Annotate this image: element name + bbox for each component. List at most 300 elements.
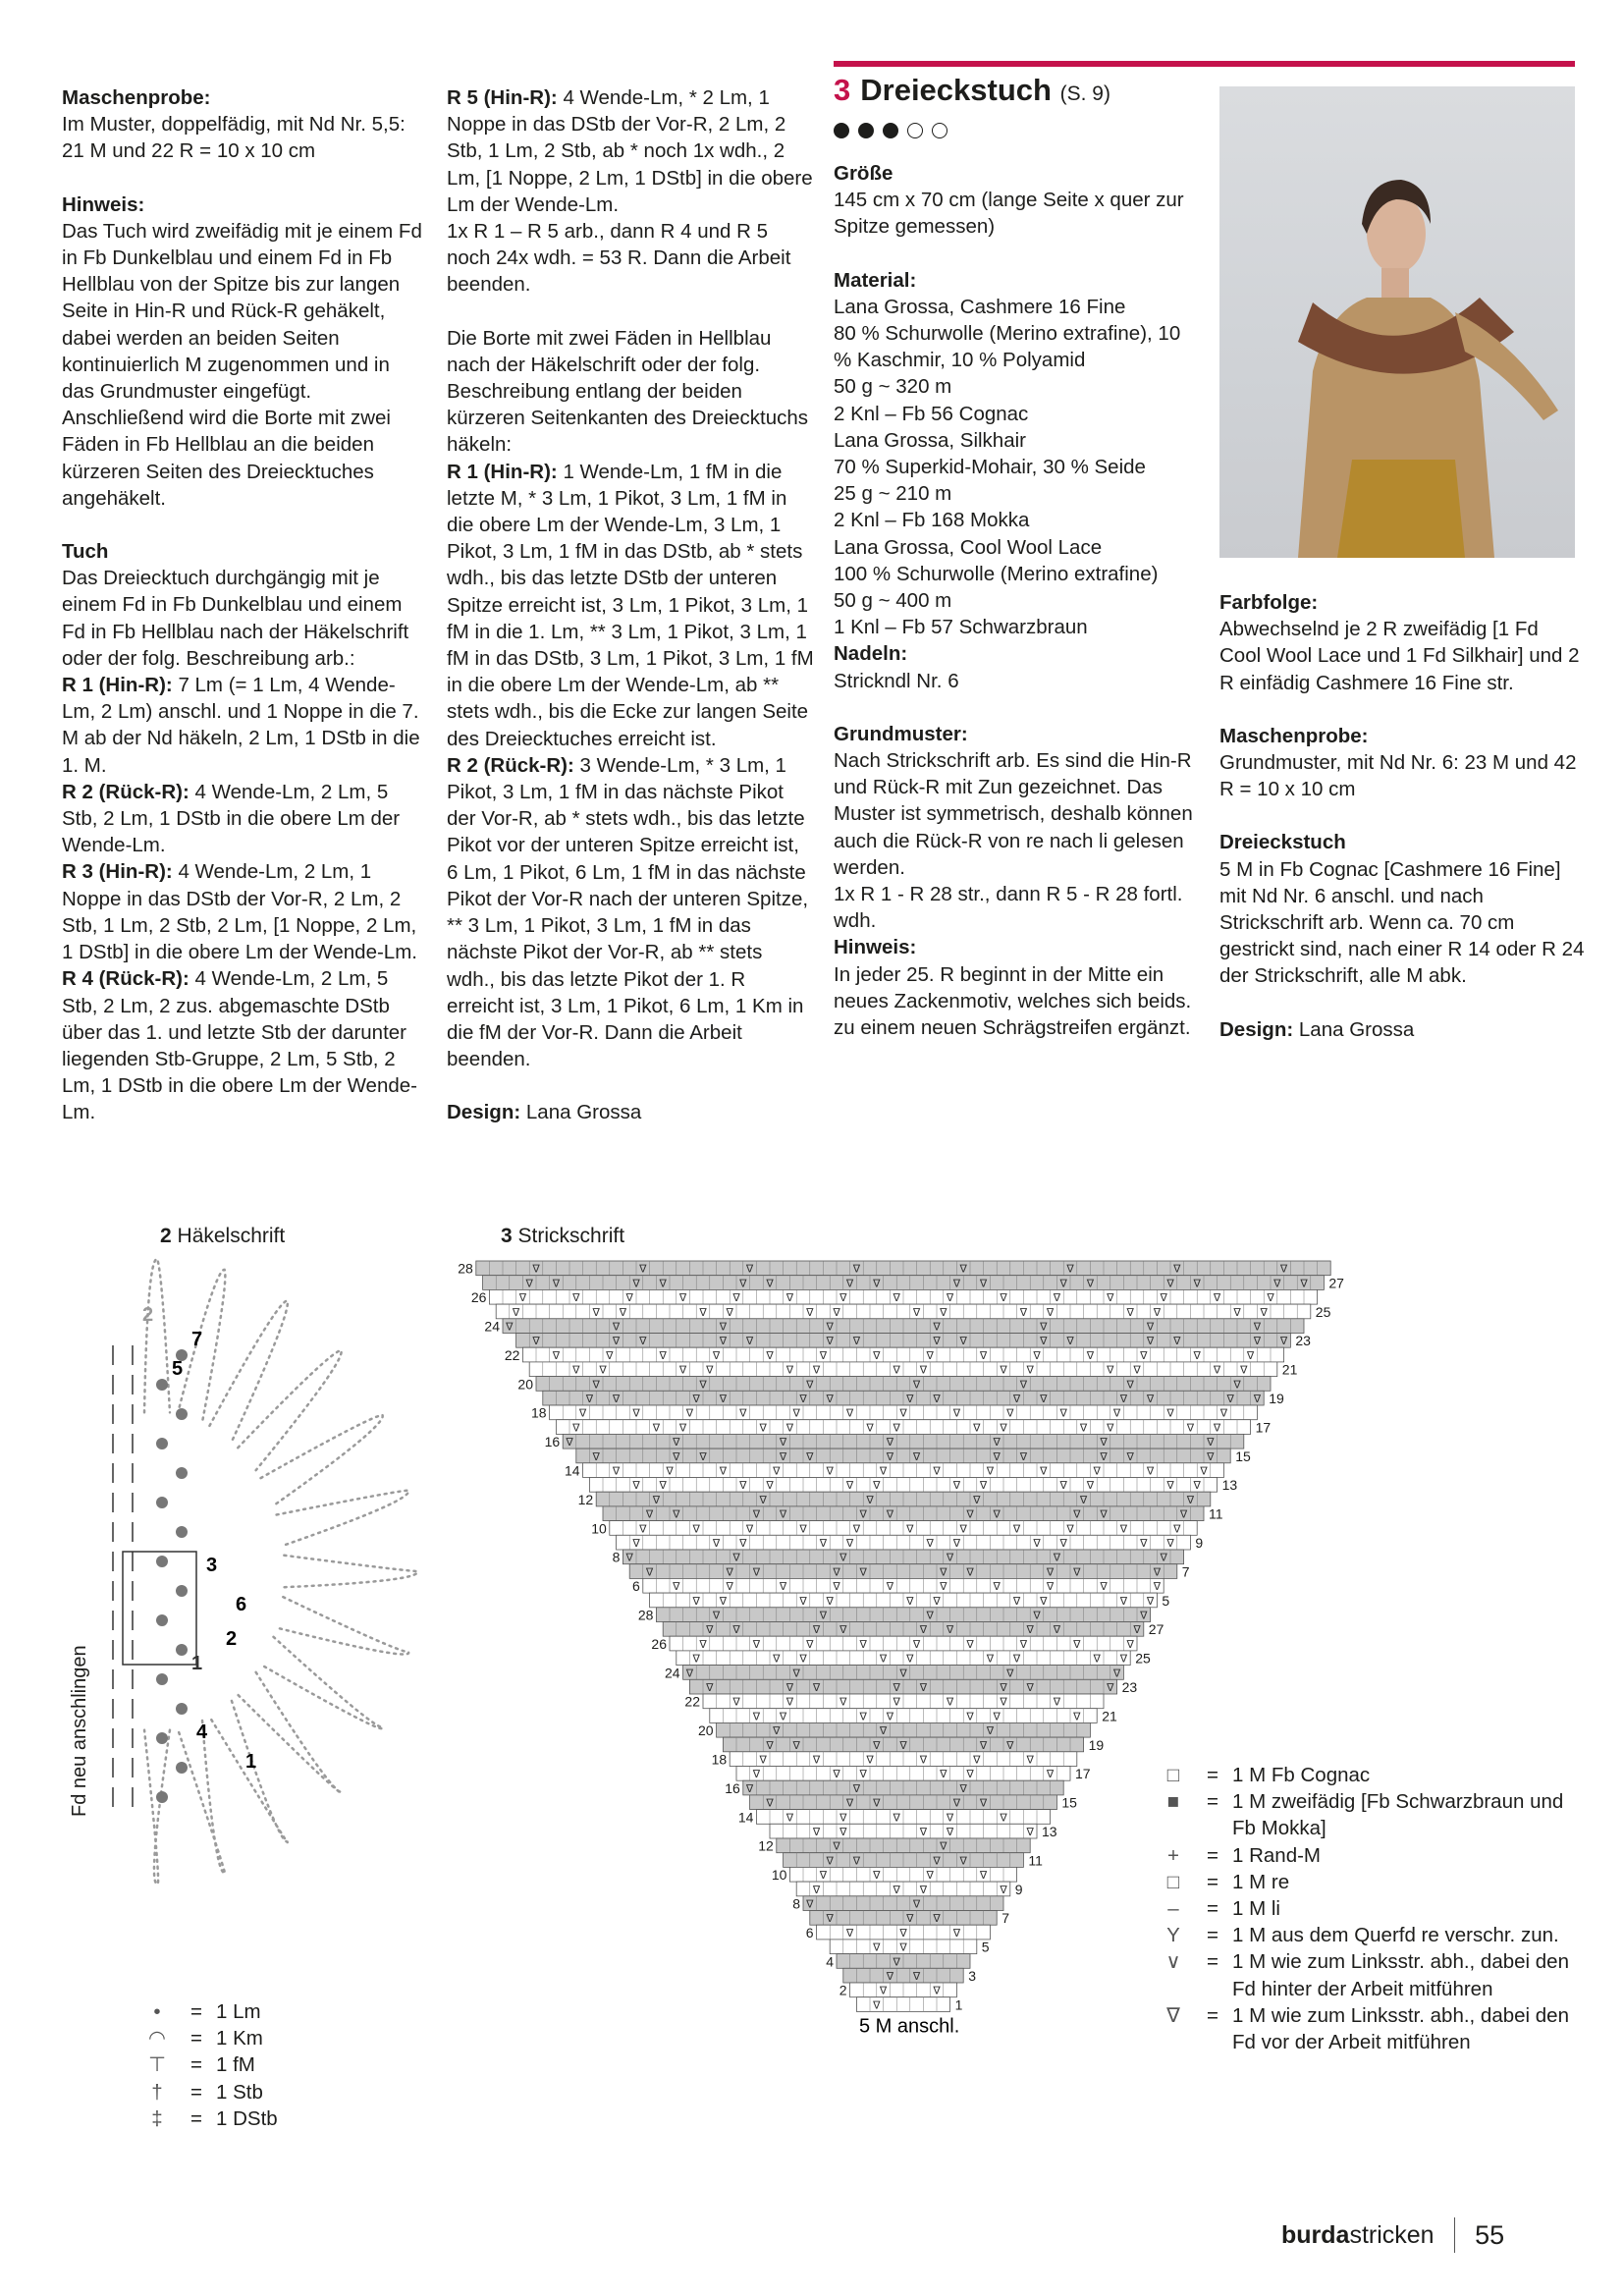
row-number-label: 16 (544, 1434, 561, 1450)
slip-stitch-symbol: ∇ (912, 1971, 921, 1983)
slip-stitch-symbol: ∇ (1073, 1566, 1081, 1579)
slip-stitch-symbol: ∇ (886, 1437, 894, 1449)
slip-stitch-symbol: ∇ (940, 1581, 947, 1594)
legend-symbol-icon: – (1167, 1897, 1179, 1921)
picot-petal (209, 1301, 287, 1442)
slip-stitch-symbol: ∇ (1153, 1566, 1162, 1579)
slip-stitch-symbol: ∇ (806, 1450, 814, 1463)
row-label: R 3 (Hin-R): (62, 860, 173, 884)
slip-stitch-symbol: ∇ (1079, 1422, 1088, 1435)
slip-stitch-symbol: ∇ (1073, 1508, 1081, 1521)
slip-stitch-symbol: ∇ (1033, 1538, 1041, 1550)
chart-row (758, 1838, 1030, 1854)
row-number-label: 14 (565, 1462, 580, 1479)
slip-stitch-symbol: ∇ (799, 1653, 807, 1666)
body-text: Lana Grossa (1298, 1017, 1415, 1041)
slip-stitch-symbol: ∇ (1019, 1306, 1028, 1319)
chart-row (665, 1665, 1123, 1680)
section-heading: Nadeln: (834, 642, 908, 666)
crochet-chart-number: 2 (160, 1225, 172, 1247)
legend-equals: = (1207, 1950, 1218, 1974)
chart-row (712, 1752, 1077, 1768)
slip-stitch-symbol: ∇ (899, 1941, 907, 1954)
legend-text: 1 M zweifädig [Fb Schwarzbraun und Fb Mokka] (1232, 1790, 1564, 1840)
chart-row (496, 1304, 1330, 1320)
slip-stitch-symbol: ∇ (625, 1552, 633, 1564)
slip-stitch-symbol: ∇ (706, 1682, 714, 1694)
slip-stitch-symbol: ∇ (1000, 1422, 1007, 1435)
row-label: R 2 (Rück-R): (447, 753, 574, 777)
column-3-pattern-details (834, 160, 1199, 1041)
slip-stitch-symbol: ∇ (666, 1465, 674, 1478)
chart-row (638, 1608, 1151, 1623)
chart-row (826, 1953, 970, 1969)
slip-stitch-symbol: ∇ (532, 1263, 540, 1276)
slip-stitch-symbol: ∇ (1100, 1508, 1108, 1521)
slip-stitch-symbol: ∇ (726, 1566, 733, 1579)
picot-petal (144, 1730, 170, 1885)
bobble-mark (156, 1497, 168, 1508)
slip-stitch-symbol: ∇ (1179, 1508, 1188, 1521)
chart-row (458, 1261, 1330, 1277)
body-text: 145 cm x 70 cm (lange Seite x quer zur Spitze gemessen) (834, 189, 1184, 239)
slip-stitch-symbol: ∇ (1246, 1349, 1255, 1362)
slip-stitch-symbol: ∇ (719, 1321, 728, 1334)
slip-stitch-symbol: ∇ (752, 1508, 761, 1521)
slip-stitch-symbol: ∇ (639, 1263, 647, 1276)
section-heading: Tuch (62, 540, 109, 564)
slip-stitch-symbol: ∇ (712, 1610, 721, 1622)
text-block (62, 538, 427, 672)
legend-text: 1 M Fb Cognac (1232, 1764, 1371, 1786)
chart-row (710, 1708, 1117, 1723)
slip-stitch-symbol: ∇ (1000, 1884, 1007, 1896)
legend-text: 1 M wie zum Linksstr. abh., dabei den Fd vor der Arbeit mitführen (1232, 2003, 1569, 2054)
chart-row (545, 1434, 1244, 1449)
slip-stitch-symbol: ∇ (1300, 1278, 1308, 1290)
crochet-row-number: 2 (226, 1628, 238, 1650)
slip-stitch-symbol: ∇ (1107, 1364, 1114, 1377)
cast-on-label: 5 M anschl. (859, 2015, 960, 2038)
difficulty-dot-filled (834, 123, 849, 138)
row-number-label: 20 (517, 1376, 533, 1393)
slip-stitch-symbol: ∇ (979, 1797, 988, 1810)
slip-stitch-symbol: ∇ (766, 1480, 774, 1493)
slip-stitch-symbol: ∇ (572, 1422, 580, 1435)
slip-stitch-symbol: ∇ (852, 1782, 861, 1795)
slip-stitch-symbol: ∇ (1000, 1696, 1007, 1709)
slip-stitch-symbol: ∇ (525, 1278, 533, 1290)
slip-stitch-symbol: ∇ (1040, 1394, 1048, 1405)
slip-stitch-symbol: ∇ (1000, 1812, 1007, 1825)
chart-row (784, 1852, 1044, 1868)
legend-text: 1 Km (216, 2027, 263, 2050)
slip-stitch-symbol: ∇ (1173, 1336, 1181, 1348)
slip-stitch-symbol: ∇ (806, 1898, 814, 1911)
slip-stitch-symbol: ∇ (839, 1827, 847, 1838)
text-block (834, 721, 1199, 935)
text-block (62, 84, 427, 165)
chart-row (591, 1520, 1197, 1536)
section-heading: Material: (834, 268, 917, 292)
slip-stitch-symbol: ∇ (766, 1349, 774, 1362)
row-number-label: 9 (1195, 1535, 1204, 1551)
slip-stitch-symbol: ∇ (699, 1450, 707, 1463)
chart-row (578, 1492, 1211, 1507)
brand-light: stricken (1349, 2220, 1435, 2249)
chart-row (772, 1867, 1017, 1883)
slip-stitch-symbol: ∇ (812, 1884, 821, 1896)
slip-stitch-symbol: ∇ (839, 1624, 847, 1637)
body-text: Das Dreiecktuch durchgängig mit je einem Fd in Fb Dunkelblau und einem Fd in Fb Hellblau nach der Häkelschrift oder der folg. Beschreibung arb.: (62, 567, 409, 670)
slip-stitch-symbol: ∇ (906, 1653, 914, 1666)
slip-stitch-symbol: ∇ (873, 1870, 881, 1883)
slip-stitch-symbol: ∇ (779, 1450, 787, 1463)
slip-stitch-symbol: ∇ (866, 1494, 874, 1506)
legend-equals: = (190, 2027, 202, 2050)
border-row-number: 2 (142, 1304, 154, 1326)
slip-stitch-symbol: ∇ (873, 1941, 881, 1954)
bobble-mark (156, 1791, 168, 1803)
slip-stitch-symbol: ∇ (506, 1321, 514, 1334)
slip-stitch-symbol: ∇ (873, 1480, 881, 1493)
text-block (447, 325, 815, 459)
slip-stitch-symbol: ∇ (1253, 1321, 1262, 1334)
row-number-label: 3 (968, 1968, 976, 1984)
row-number-label: 4 (826, 1953, 834, 1970)
slip-stitch-symbol: ∇ (833, 1769, 840, 1781)
slip-stitch-symbol: ∇ (739, 1538, 747, 1550)
legend-symbol-icon: Y (1166, 1924, 1180, 1947)
legend-equals: = (190, 2080, 202, 2104)
row-number-label: 22 (504, 1346, 520, 1363)
slip-stitch-symbol: ∇ (1033, 1610, 1041, 1622)
slip-stitch-symbol: ∇ (1046, 1306, 1055, 1319)
slip-stitch-symbol: ∇ (859, 1566, 867, 1579)
slip-stitch-symbol: ∇ (592, 1306, 600, 1319)
body-text: Das Tuch wird zweifädig mit je einem Fd in Fb Dunkelblau und einem Fd in Fb Hellblau von der Spitze bis zur langen Seite in Hin-R und Rück-R gehäkelt, dabei werden an beiden Seiten kontinuierlich M zugenommen und in das Grundmuster eingefügt. Anschließend wird die Borte mit zwei Fäden in Fb Hellblau an die beiden kürzeren Seiten des Dreiecktuches angehäkelt. (62, 219, 422, 510)
slip-stitch-symbol: ∇ (699, 1306, 707, 1319)
legend-item (137, 2051, 278, 2078)
text-block (834, 160, 1199, 241)
slip-stitch-symbol: ∇ (946, 1827, 954, 1838)
slip-stitch-symbol: ∇ (632, 1407, 640, 1420)
slip-stitch-symbol: ∇ (1019, 1638, 1028, 1651)
picot-petal (277, 1597, 409, 1654)
slip-stitch-symbol: ∇ (993, 1711, 1001, 1723)
slip-stitch-symbol: ∇ (592, 1450, 600, 1463)
slip-stitch-symbol: ∇ (779, 1581, 787, 1594)
slip-stitch-symbol: ∇ (785, 1422, 794, 1435)
chart-row (698, 1722, 1090, 1738)
slip-stitch-symbol: ∇ (866, 1754, 874, 1767)
chart-row (839, 1983, 957, 1998)
text-block (62, 779, 427, 859)
slip-stitch-symbol: ∇ (926, 1610, 934, 1622)
slip-stitch-symbol: ∇ (812, 1682, 821, 1694)
chart-row (484, 1319, 1304, 1335)
slip-stitch-symbol: ∇ (732, 1624, 740, 1637)
slip-stitch-symbol: ∇ (779, 1437, 787, 1449)
row-number-label: 25 (1315, 1303, 1331, 1320)
body-text: Lana Grossa (525, 1101, 642, 1124)
slip-stitch-symbol: ∇ (1012, 1523, 1021, 1536)
slip-stitch-symbol: ∇ (986, 1725, 995, 1738)
chart-row (663, 1621, 1164, 1637)
slip-stitch-symbol: ∇ (1119, 1653, 1128, 1666)
chart-row (576, 1449, 1251, 1464)
slip-stitch-symbol: ∇ (1093, 1653, 1101, 1666)
legend-equals: = (1207, 1764, 1218, 1786)
slip-stitch-symbol: ∇ (745, 1523, 754, 1536)
slip-stitch-symbol: ∇ (1019, 1379, 1028, 1392)
slip-stitch-symbol: ∇ (893, 1364, 900, 1377)
section-accent-rule (834, 61, 1575, 67)
chart-row (516, 1333, 1312, 1348)
slip-stitch-symbol: ∇ (1173, 1523, 1181, 1536)
slip-stitch-symbol: ∇ (1012, 1394, 1021, 1405)
slip-stitch-symbol: ∇ (773, 1653, 781, 1666)
slip-stitch-symbol: ∇ (1166, 1538, 1174, 1550)
slip-stitch-symbol: ∇ (893, 1292, 900, 1305)
knit-chart-number: 3 (501, 1225, 513, 1247)
slip-stitch-symbol: ∇ (1273, 1278, 1281, 1290)
slip-stitch-symbol: ∇ (785, 1682, 794, 1694)
slip-stitch-symbol: ∇ (899, 1927, 907, 1940)
slip-stitch-symbol: ∇ (712, 1538, 721, 1550)
slip-stitch-symbol: ∇ (1000, 1364, 1007, 1377)
slip-stitch-symbol: ∇ (1160, 1292, 1167, 1305)
slip-stitch-symbol: ∇ (766, 1797, 774, 1810)
slip-stitch-symbol: ∇ (1126, 1450, 1134, 1463)
slip-stitch-symbol: ∇ (773, 1465, 781, 1478)
text-block (1219, 829, 1585, 989)
slip-stitch-symbol: ∇ (819, 1538, 828, 1550)
slip-stitch-symbol: ∇ (906, 1523, 914, 1536)
slip-stitch-symbol: ∇ (785, 1696, 794, 1709)
slip-stitch-symbol: ∇ (819, 1349, 828, 1362)
slip-stitch-symbol: ∇ (1026, 1754, 1034, 1767)
section-heading: Grundmuster: (834, 722, 968, 745)
slip-stitch-symbol: ∇ (1140, 1610, 1148, 1622)
slip-stitch-symbol: ∇ (806, 1379, 814, 1392)
slip-stitch-symbol: ∇ (1153, 1306, 1162, 1319)
difficulty-dot-filled (858, 123, 874, 138)
slip-stitch-symbol: ∇ (886, 1971, 894, 1983)
slip-stitch-symbol: ∇ (826, 1394, 834, 1405)
legend-equals: = (190, 2106, 202, 2130)
slip-stitch-symbol: ∇ (1040, 1595, 1048, 1608)
slip-stitch-symbol: ∇ (899, 1667, 907, 1680)
knit-chart-title (501, 1225, 624, 1248)
slip-stitch-symbol: ∇ (678, 1292, 687, 1305)
slip-stitch-symbol: ∇ (873, 1999, 881, 2012)
slip-stitch-symbol: ∇ (973, 1422, 981, 1435)
slip-stitch-symbol: ∇ (845, 1538, 854, 1550)
slip-stitch-symbol: ∇ (893, 1682, 900, 1694)
slip-stitch-symbol: ∇ (799, 1394, 807, 1405)
slip-stitch-symbol: ∇ (745, 1263, 754, 1276)
slip-stitch-symbol: ∇ (933, 1321, 941, 1334)
legend-item (1154, 1948, 1576, 2001)
slip-stitch-symbol: ∇ (792, 1667, 800, 1680)
legend-item (137, 2079, 278, 2105)
slip-stitch-symbol: ∇ (1213, 1292, 1221, 1305)
crochet-row-number: 3 (206, 1555, 218, 1576)
slip-stitch-symbol: ∇ (993, 1437, 1001, 1449)
slip-stitch-symbol: ∇ (678, 1364, 687, 1377)
crochet-row-number: 4 (196, 1722, 208, 1743)
slip-stitch-symbol: ∇ (946, 1812, 954, 1825)
chart-row (483, 1275, 1345, 1290)
legend-symbol-icon: □ (1166, 1870, 1180, 1893)
text-block (447, 218, 815, 299)
slip-stitch-symbol: ∇ (1040, 1336, 1048, 1348)
row-band (750, 1795, 1057, 1810)
slip-stitch-symbol: ∇ (1233, 1379, 1241, 1392)
slip-stitch-symbol: ∇ (1119, 1394, 1128, 1405)
slip-stitch-symbol: ∇ (873, 1797, 881, 1810)
slip-stitch-symbol: ∇ (699, 1638, 707, 1651)
legend-text: 1 Stb (216, 2080, 263, 2104)
slip-stitch-symbol: ∇ (926, 1538, 934, 1550)
slip-stitch-symbol: ∇ (906, 1913, 914, 1926)
slip-stitch-symbol: ∇ (886, 1711, 894, 1723)
body-text: In jeder 25. R beginnt in der Mitte ein neues Zackenmotiv, welches sich beids. zu einem neuen Schrägstreifen ergänzt. (834, 962, 1192, 1040)
side-label: Fd neu anschlingen (69, 1645, 90, 1817)
slip-stitch-symbol: ∇ (719, 1465, 728, 1478)
slip-stitch-symbol: ∇ (1126, 1638, 1134, 1651)
pattern-name: Dreieckstuch (860, 73, 1052, 107)
chart-row (651, 1636, 1137, 1652)
slip-stitch-symbol: ∇ (812, 1624, 821, 1637)
legend-item (137, 2025, 278, 2051)
slip-stitch-symbol: ∇ (1040, 1465, 1048, 1478)
row-number-label: 17 (1075, 1766, 1091, 1782)
slip-stitch-symbol: ∇ (1119, 1595, 1128, 1608)
legend-equals: = (1207, 1790, 1218, 1814)
picot-petal (144, 1259, 170, 1412)
chart-row (750, 1795, 1078, 1811)
slip-stitch-symbol: ∇ (899, 1407, 907, 1420)
legend-item (1154, 1869, 1576, 1895)
slip-stitch-symbol: ∇ (919, 1754, 928, 1767)
slip-stitch-symbol: ∇ (1086, 1480, 1095, 1493)
slip-stitch-symbol: ∇ (592, 1379, 600, 1392)
slip-stitch-symbol: ∇ (839, 1812, 847, 1825)
slip-stitch-symbol: ∇ (893, 1696, 900, 1709)
row-label: R 1 (Hin-R): (447, 460, 558, 483)
page-number: 55 (1475, 2219, 1505, 2250)
chart-row (529, 1362, 1297, 1378)
pattern-title (834, 73, 1110, 108)
slip-stitch-symbol: ∇ (739, 1278, 747, 1290)
row-band (777, 1838, 1030, 1853)
slip-stitch-symbol: ∇ (512, 1306, 520, 1319)
slip-stitch-symbol: ∇ (845, 1480, 854, 1493)
slip-stitch-symbol: ∇ (785, 1292, 794, 1305)
picot-petal (284, 1556, 417, 1587)
slip-stitch-symbol: ∇ (1086, 1349, 1095, 1362)
slip-stitch-symbol: ∇ (739, 1480, 747, 1493)
slip-stitch-symbol: ∇ (1219, 1407, 1228, 1420)
slip-stitch-symbol: ∇ (959, 1782, 967, 1795)
slip-stitch-symbol: ∇ (966, 1711, 974, 1723)
slip-stitch-symbol: ∇ (826, 1336, 834, 1348)
slip-stitch-symbol: ∇ (552, 1349, 561, 1362)
slip-stitch-symbol: ∇ (852, 1855, 861, 1868)
row-number-label: 28 (458, 1260, 473, 1277)
slip-stitch-symbol: ∇ (572, 1292, 580, 1305)
slip-stitch-symbol: ∇ (1213, 1422, 1221, 1435)
slip-stitch-symbol: ∇ (959, 1523, 967, 1536)
slip-stitch-symbol: ∇ (1166, 1480, 1174, 1493)
body-text: 3 Wende-Lm, * 3 Lm, 1 Pikot, 3 Lm, 1 fM in das nächste Pikot der Vor-R, ab * stets wdh., bis das letzte Pikot vor der unteren Spitze erreicht ist, 6 Lm, 1 Pikot, 6 Lm, 1 fM in das nächste Pikot der Vor-R nach der unteren Spitze, ** 3 Lm, 1 Pikot, 3 Lm, 1 fM in das nächste Pikot der Vor-R, ab ** stets wdh., bis das letzte Pikot der 1. R erreicht ist, 3 Lm, 1 Pikot, 6 Lm, 1 Km in die fM der Vor-R. Dann die Arbeit beenden. (447, 753, 809, 1071)
body-text: Abwechselnd je 2 R zweifädig [1 Fd Cool Wool Lace und 1 Fd Silkhair] und 2 R einfädig Cashmere 16 Fine str. (1219, 618, 1580, 694)
slip-stitch-symbol: ∇ (632, 1480, 640, 1493)
text-block (62, 191, 427, 512)
slip-stitch-symbol: ∇ (1166, 1278, 1174, 1290)
row-number-label: 10 (591, 1520, 607, 1537)
bobble-mark (156, 1438, 168, 1449)
chart-row (505, 1347, 1284, 1363)
slip-stitch-symbol: ∇ (879, 1465, 888, 1478)
slip-stitch-symbol: ∇ (766, 1278, 774, 1290)
row-number-label: 12 (758, 1837, 774, 1854)
bobble-mark (156, 1614, 168, 1626)
slip-stitch-symbol: ∇ (799, 1523, 807, 1536)
slip-stitch-symbol: ∇ (773, 1725, 781, 1738)
slip-stitch-symbol: ∇ (833, 1581, 840, 1594)
legend-item (1154, 2002, 1576, 2055)
slip-stitch-symbol: ∇ (879, 1725, 888, 1738)
chart-row (736, 1766, 1091, 1781)
row-label: R 5 (Hin-R): (447, 86, 558, 109)
body-text: 4 Wende-Lm, 2 Lm, 1 Noppe in das DStb der Vor-R, 2 Lm, 2 Stb, 1 Lm, 2 Stb, 2 Lm, [1 Noppe, 2 Lm, 1 DStb] in die obere Lm der Wende-Lm. (62, 860, 417, 964)
slip-stitch-symbol: ∇ (826, 1595, 834, 1608)
row-number-label: 18 (711, 1751, 728, 1768)
slip-stitch-symbol: ∇ (632, 1538, 640, 1550)
slip-stitch-symbol: ∇ (659, 1349, 667, 1362)
slip-stitch-symbol: ∇ (919, 1624, 928, 1637)
slip-stitch-symbol: ∇ (752, 1711, 761, 1723)
slip-stitch-symbol: ∇ (1000, 1292, 1007, 1305)
slip-stitch-symbol: ∇ (1040, 1321, 1048, 1334)
slip-stitch-symbol: ∇ (966, 1638, 974, 1651)
slip-stitch-symbol: ∇ (739, 1407, 747, 1420)
slip-stitch-symbol: ∇ (659, 1480, 667, 1493)
slip-stitch-symbol: ∇ (1146, 1465, 1155, 1478)
row-number-label: 14 (737, 1809, 754, 1826)
row-number-label: 10 (771, 1867, 787, 1884)
picot-petal (261, 1637, 383, 1728)
chart-row (738, 1809, 1051, 1825)
row-label: Design: (447, 1101, 521, 1124)
row-number-label: 17 (1255, 1419, 1272, 1436)
slip-stitch-symbol: ∇ (692, 1394, 700, 1405)
slip-stitch-symbol: ∇ (1160, 1552, 1167, 1564)
slip-stitch-symbol: ∇ (685, 1407, 694, 1420)
slip-stitch-symbol: ∇ (873, 1349, 881, 1362)
legend-text: 1 Lm (216, 2000, 261, 2023)
row-number-label: 26 (470, 1289, 487, 1306)
legend-equals: = (1207, 1897, 1218, 1921)
bobble-mark (176, 1703, 188, 1715)
bobble-mark (176, 1585, 188, 1597)
slip-stitch-symbol: ∇ (752, 1638, 761, 1651)
slip-stitch-symbol: ∇ (1140, 1349, 1148, 1362)
slip-stitch-symbol: ∇ (946, 1696, 954, 1709)
